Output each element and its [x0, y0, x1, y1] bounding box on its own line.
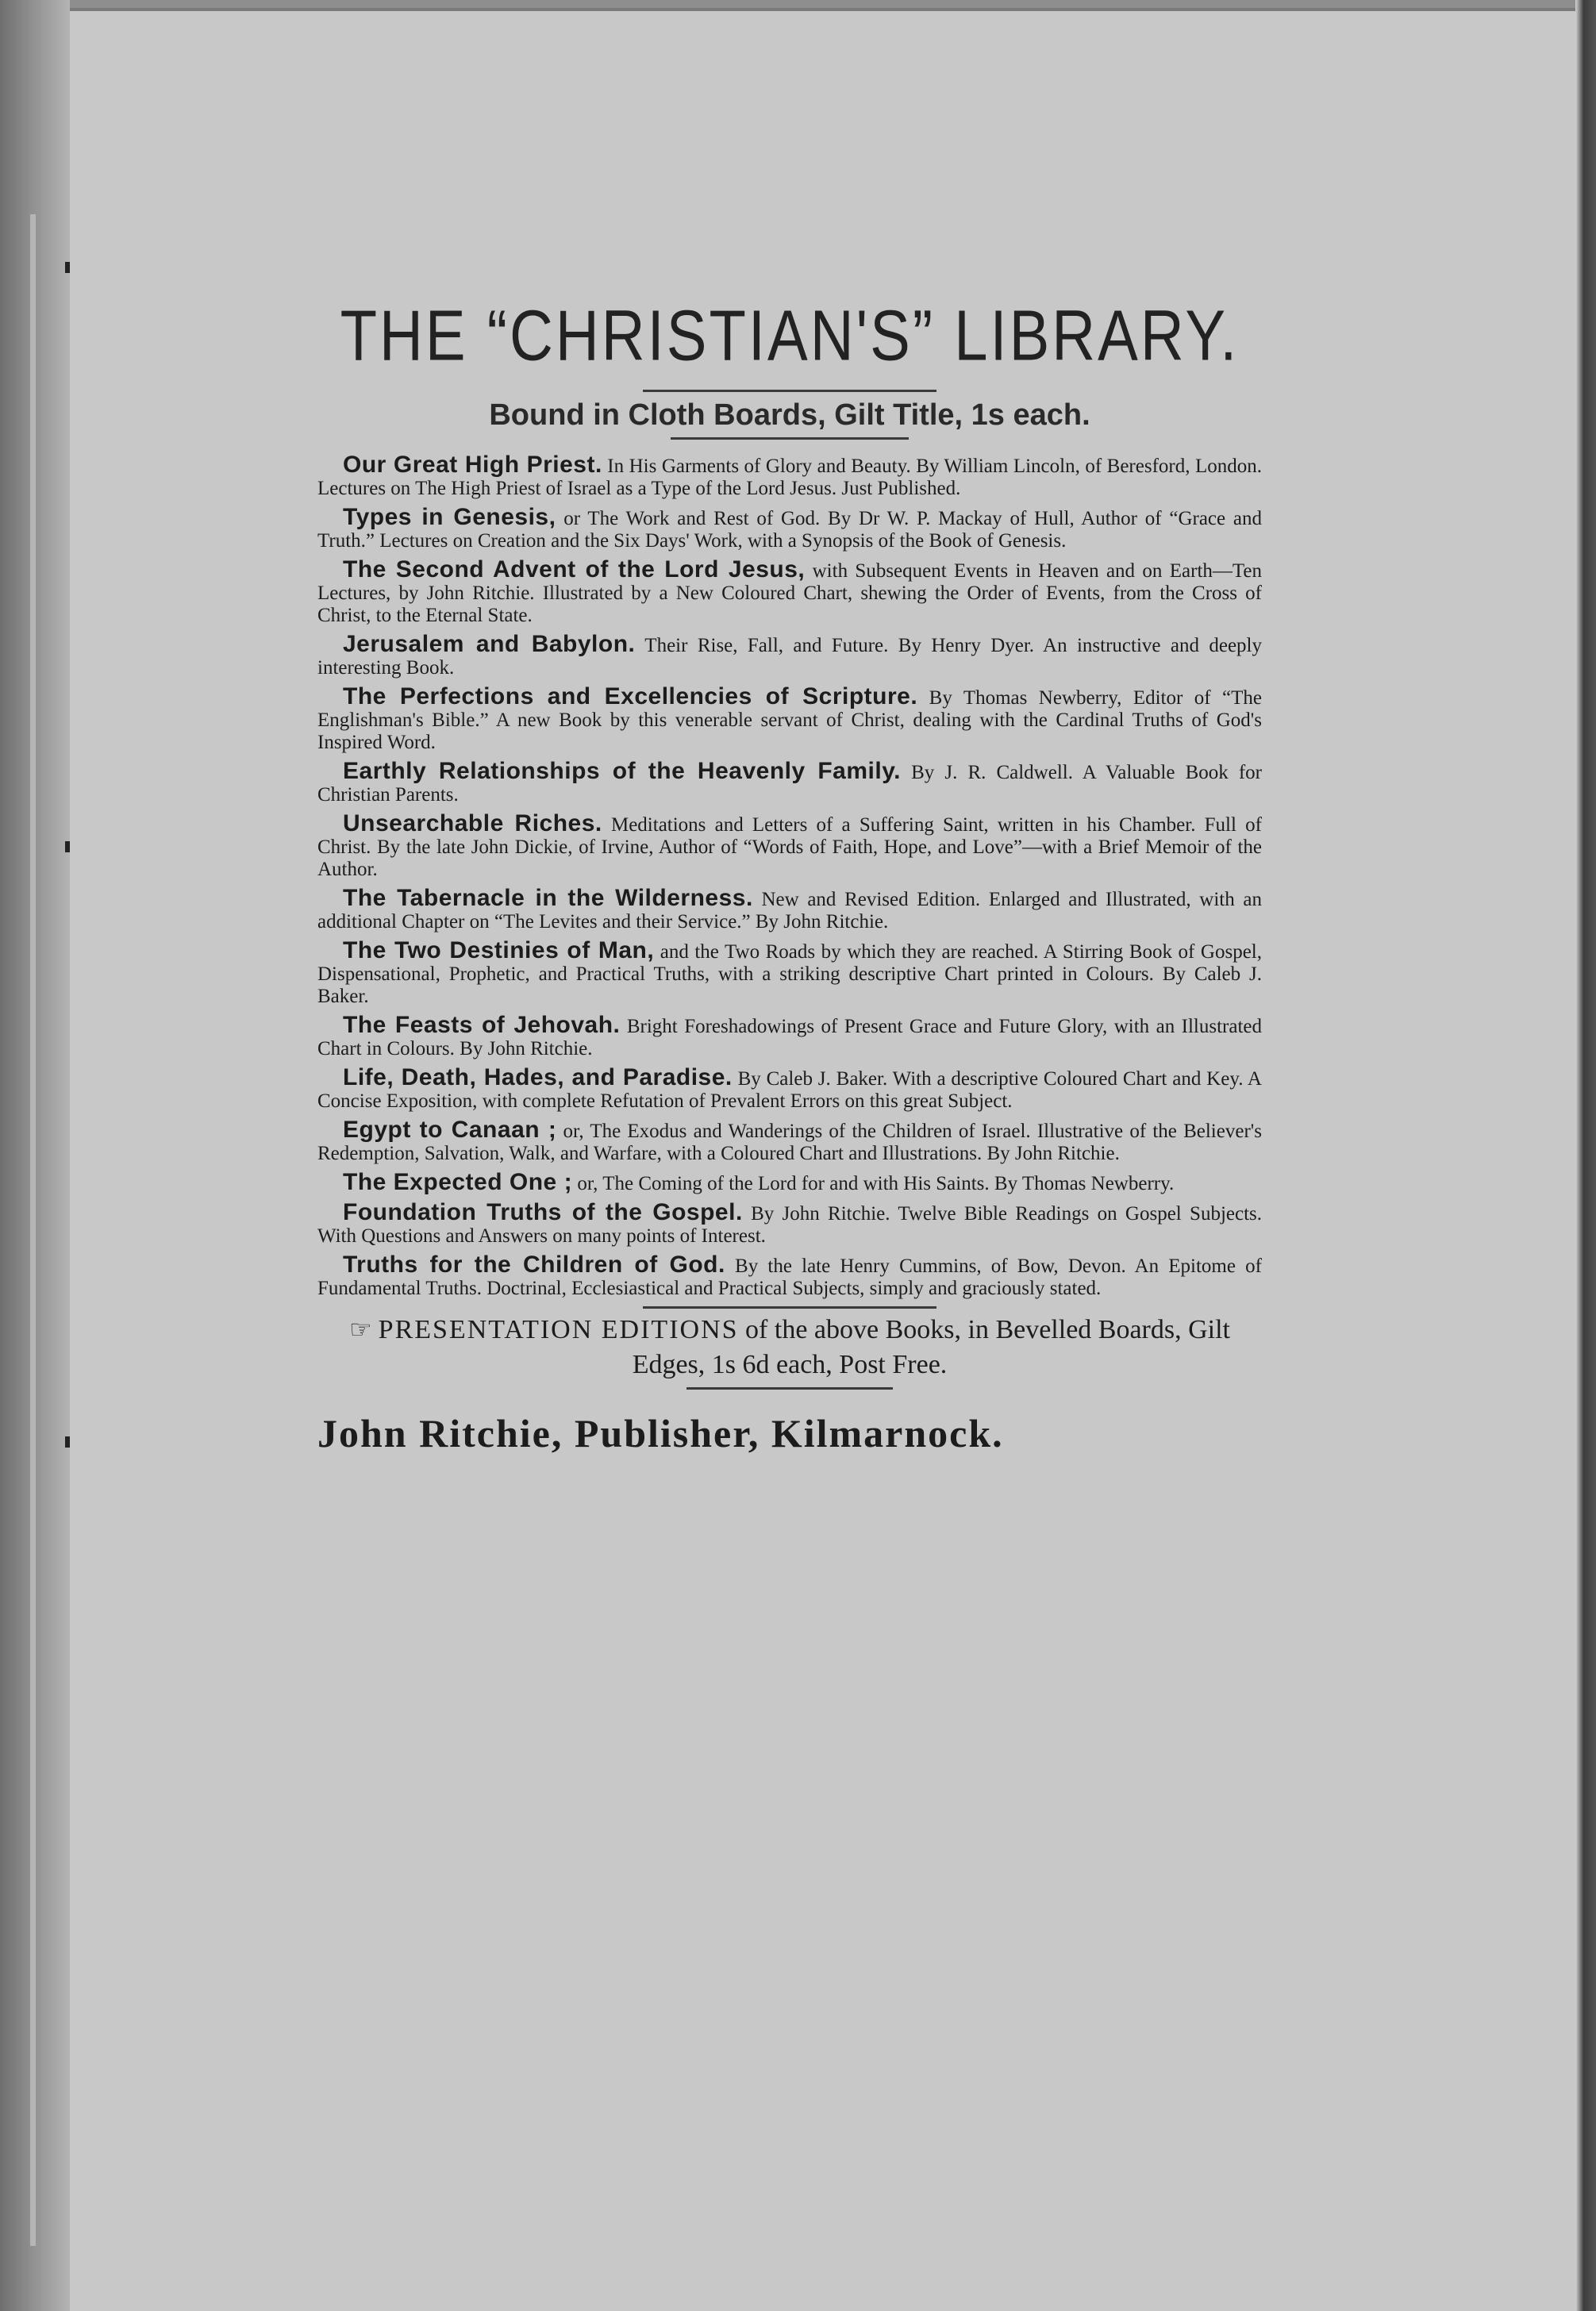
title-rule	[643, 390, 936, 392]
book-entry	[317, 506, 1262, 552]
book-title: The Expected One ;	[343, 1169, 573, 1195]
book-description: or The Work and Rest of God. By Dr W. P. Mackay of Hull, Author of “Grace and Truth.” Lectures on Creation and the Six Days' Work, with a Synopsis of the Book of Genesis.	[317, 508, 1262, 552]
book-entry	[317, 887, 1262, 933]
publisher-rule	[686, 1387, 893, 1390]
book-title: The Two Destinies of Man,	[343, 937, 655, 963]
book-title: The Tabernacle in the Wilderness.	[343, 885, 753, 911]
book-title: Earthly Relationships of the Heavenly Family.	[343, 758, 902, 784]
book-description: By the late Henry Cummins, of Bow, Devon. An Epitome of Fundamental Truths. Doctrinal, Ecclesiastical and Practical Subjects, simply and graciously stated.	[317, 1255, 1262, 1299]
book-title: Unsearchable Riches.	[343, 810, 602, 836]
book-title: Our Great High Priest.	[343, 452, 602, 478]
pointing-hand-icon: ☞	[348, 1315, 372, 1344]
book-title: Types in Genesis,	[343, 504, 556, 530]
presentation-text: of the above Books, in Bevelled Boards, Gilt Edges, 1s 6d each, Post Free.	[632, 1315, 1231, 1379]
book-description: By John Ritchie. Twelve Bible Readings on Gospel Subjects. With Questions and Answers on many points of Interest.	[317, 1203, 1263, 1247]
library-title: THE “CHRISTIAN'S” LIBRARY.	[340, 296, 1240, 376]
book-description: with Subsequent Events in Heaven and on Earth—Ten Lectures, by John Ritchie. Illustrated by a New Coloured Chart, shewing the Order of Events, from the Cross of Christ, to the Eternal State.	[317, 560, 1263, 626]
book-title: Egypt to Canaan ;	[343, 1117, 557, 1143]
book-title: Truths for the Children of God.	[343, 1252, 725, 1278]
spine-highlight	[30, 214, 36, 2246]
book-entry	[317, 1171, 1262, 1195]
book-entry	[317, 810, 1262, 881]
binding-subtitle: Bound in Cloth Boards, Gilt Title, 1s each.	[489, 398, 1090, 432]
book-entry	[317, 1254, 1262, 1300]
book-entry	[317, 633, 1262, 679]
book-description: By Thomas Newberry, Editor of “The Englishman's Bible.” A new Book by this venerable servant of Christ, dealing with the Cardinal Truths of God's Inspired Word.	[317, 687, 1262, 753]
book-description: New and Revised Edition. Enlarged and Illustrated, with an additional Chapter on “The Levites and their Service.” By John Ritchie.	[317, 889, 1262, 932]
publisher-line: John Ritchie, Publisher, Kilmarnock.	[317, 1411, 1004, 1455]
book-entry	[317, 1119, 1262, 1165]
book-entry	[317, 556, 1263, 627]
presentation-rule	[643, 1306, 936, 1309]
book-entry	[317, 760, 1262, 806]
book-description: and the Two Roads by which they are reached. A Stirring Book of Gospel, Dispensational, Prophetic, and Practical Truths, with a striking descriptive Chart printed in Colours. By Caleb J. Baker.	[317, 941, 1262, 1007]
book-description: In His Garments of Glory and Beauty. By William Lincoln, of Beresford, London. Lectures on The High Priest of Israel as a Type of the Lord Jesus. Just Published.	[317, 456, 1262, 499]
book-description: By J. R. Caldwell. A Valuable Book for Christian Parents.	[317, 762, 1262, 806]
book-entry	[317, 1199, 1263, 1248]
book-title: The Perfections and Excellencies of Scripture.	[343, 683, 918, 709]
book-entry	[317, 683, 1262, 754]
book-title: The Feasts of Jehovah.	[343, 1012, 621, 1038]
subtitle-rule	[671, 437, 909, 440]
advertisement	[317, 296, 1263, 1456]
book-description: Bright Foreshadowings of Present Grace and Future Glory, with an Illustrated Chart in Colours. By John Ritchie.	[317, 1016, 1263, 1059]
book-entry	[317, 454, 1262, 500]
page-edge	[1575, 0, 1596, 2311]
book-description: Meditations and Letters of a Suffering Saint, written in his Chamber. Full of Christ. By the late John Dickie, of Irvine, Author of “Words of Faith, Hope, and Love”—with a Brief Memoir of the Author.	[317, 814, 1262, 880]
book-title: The Second Advent of the Lord Jesus,	[343, 556, 806, 583]
presentation-notice	[317, 1312, 1262, 1382]
book-description: By Caleb J. Baker. With a descriptive Coloured Chart and Key. A Concise Exposition, with complete Refutation of Prevalent Errors on this great Subject.	[317, 1068, 1262, 1112]
book-title: Foundation Truths of the Gospel.	[343, 1199, 743, 1225]
book-title: Jerusalem and Babylon.	[343, 631, 636, 657]
book-description: or, The Coming of the Lord for and with His Saints. By Thomas Newberry.	[572, 1173, 1175, 1194]
book-entry	[317, 1014, 1262, 1060]
book-entry	[317, 1064, 1262, 1113]
book-title: Life, Death, Hades, and Paradise.	[343, 1064, 733, 1090]
book-description: Their Rise, Fall, and Future. By Henry Dyer. An instructive and deeply interesting Book.	[317, 635, 1262, 679]
book-description: or, The Exodus and Wanderings of the Children of Israel. Illustrative of the Believer's Redemption, Salvation, Walk, and Warfare, with a Coloured Chart and Illustrations. By John Ritchie.	[317, 1121, 1262, 1164]
book-list	[317, 454, 1262, 1300]
book-entry	[317, 937, 1262, 1008]
presentation-heading: PRESENTATION EDITIONS	[378, 1315, 739, 1344]
